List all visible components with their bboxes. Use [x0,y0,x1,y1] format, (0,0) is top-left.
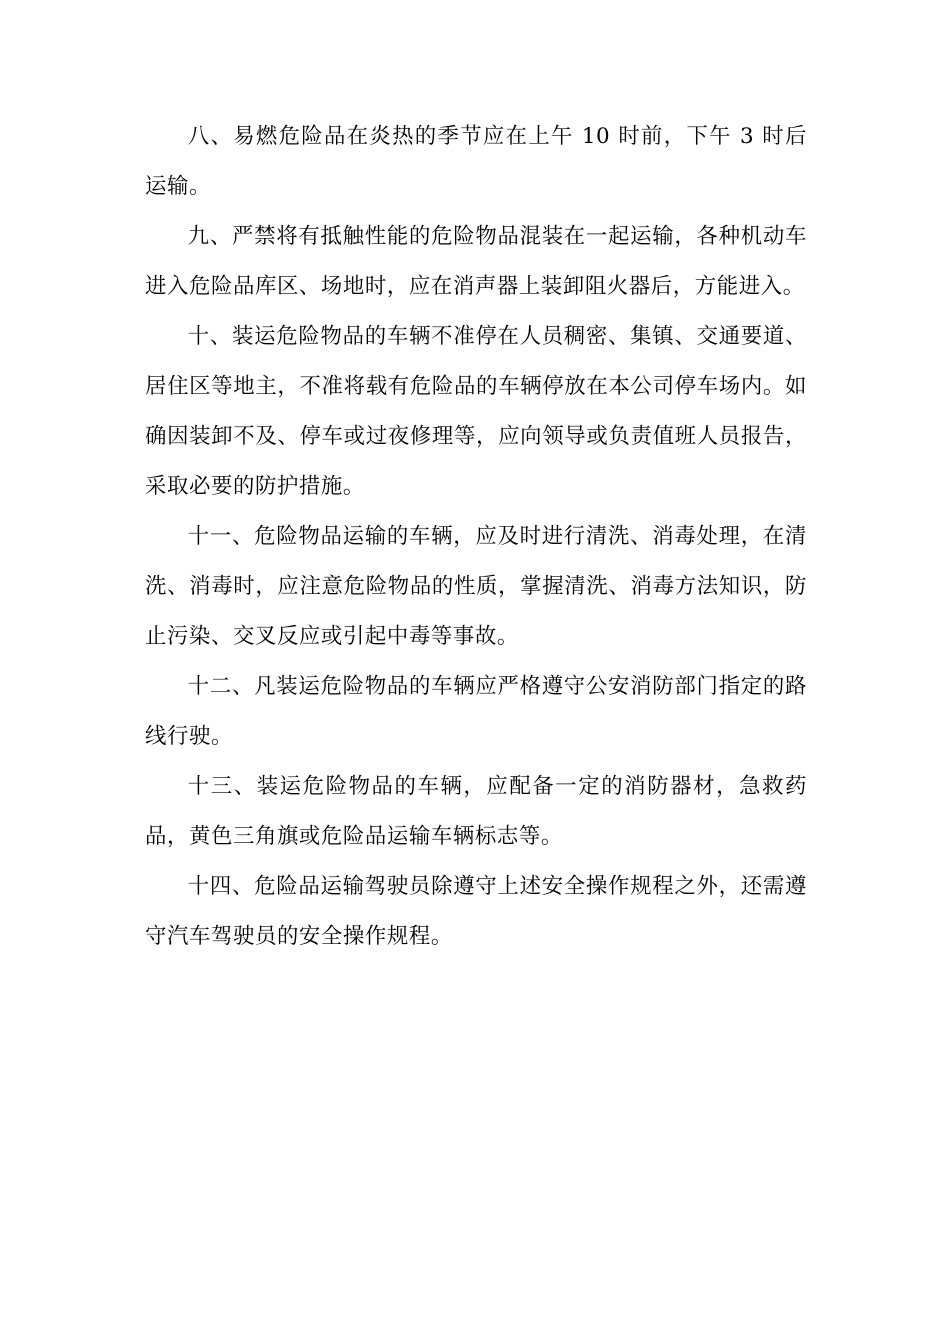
paragraph-item-10: 十、装运危险物品的车辆不准停在人员稠密、集镇、交通要道、居住区等地主，不准将载有危险品的车辆停放在本公司停车场内。如确因装卸不及、停车或过夜修理等，应向领导或负责值班人员报告，采取必要的防护措施。 [145,324,807,499]
paragraph-item-12: 十二、凡装运危险物品的车辆应严格遵守公安消防部门指定的路线行驶。 [145,674,807,749]
paragraph-item-13: 十三、装运危险物品的车辆，应配备一定的消防器材，急救药品，黄色三角旗或危险品运输车辆标志等。 [145,774,807,849]
paragraph-item-8: 八、易燃危险品在炎热的季节应在上午 10 时前，下午 3 时后运输。 [145,124,807,199]
paragraph-item-9: 九、严禁将有抵触性能的危险物品混装在一起运输，各种机动车进入危险品库区、场地时，应在消声器上装卸阻火器后，方能进入。 [145,224,807,299]
paragraph-item-14: 十四、危险品运输驾驶员除遵守上述安全操作规程之外，还需遵守汽车驾驶员的安全操作规程。 [145,874,807,949]
paragraph-item-11: 十一、危险物品运输的车辆，应及时进行清洗、消毒处理，在清洗、消毒时，应注意危险物品的性质，掌握清洗、消毒方法知识，防止污染、交叉反应或引起中毒等事故。 [145,524,807,649]
document-body [145,112,807,962]
